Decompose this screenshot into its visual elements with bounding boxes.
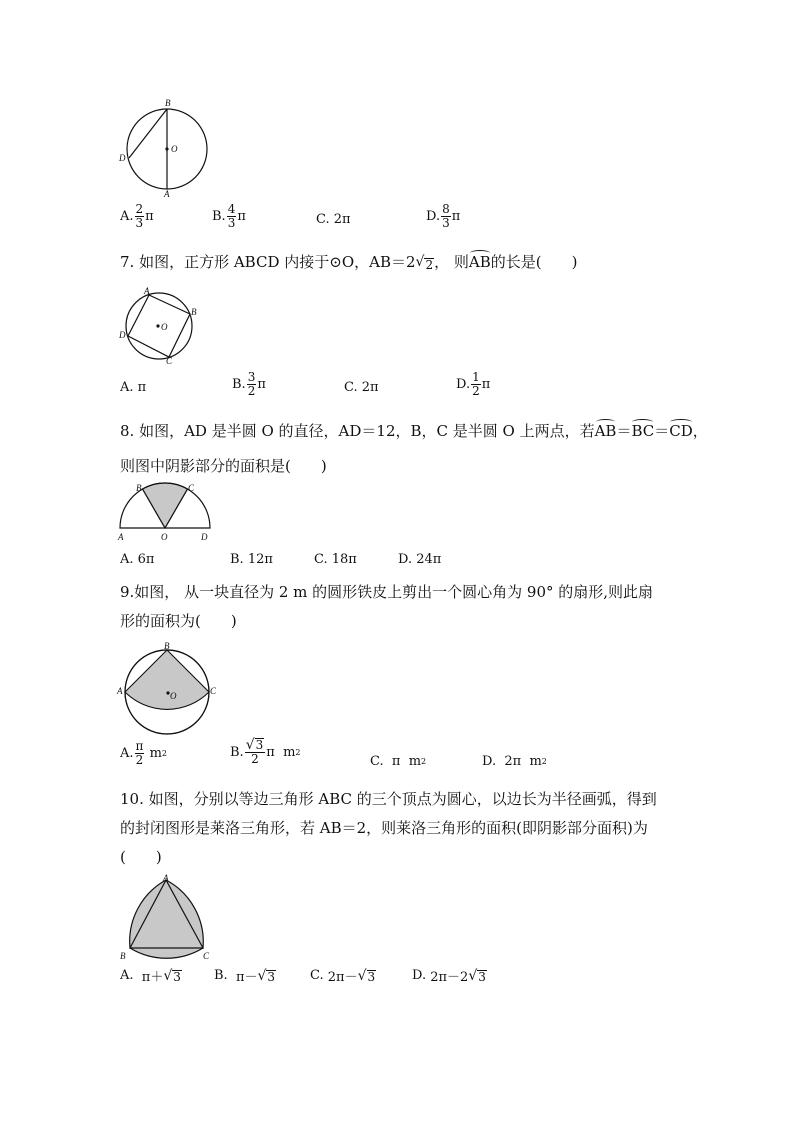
q6-chord-bd [129,109,167,158]
q9-label-o: O [170,691,177,701]
q10-figure [115,870,219,962]
q8-label-d: D [201,532,208,542]
q7-option-b: B. $\frac{3}{2}$ π [232,370,266,398]
q6-label-o: O [171,144,178,154]
q9-option-d: D. 2π m 2 [482,754,547,769]
q8-label-o: O [161,532,168,542]
q10-option-d: D. 2π－2 √ 3 [412,967,486,985]
q6-figure [115,96,215,200]
q8-shaded-sector [143,483,188,528]
q7-label-a: A [144,286,150,296]
q8-option-a: A. 6π [120,552,155,567]
q6-option-b: B. $\frac{4}{3}$ π [212,202,246,230]
q6-option-d: D. $\frac{8}{3}$ π [426,202,461,230]
q10-option-c: C. 2π－ √ 3 [310,967,376,985]
q9-figure [115,640,221,746]
q7-option-a: A. π [120,380,147,395]
q10-stem-line2: 的封闭图形是莱洛三角形，若 AB＝2，则莱洛三角形的面积(即阴影部分面积)为 [120,819,648,837]
q10-stem-line1: 10. 如图，分别以等边三角形 ABC 的三个顶点为圆心，以边长为半径画弧，得到 [120,790,657,808]
q7-option-c: C. 2π [344,380,379,395]
q9-stem-line2: 形的面积为( ) [120,612,237,630]
q10-option-b: B. π－ √ 3 [214,967,276,985]
q8-option-d: D. 24π [398,552,442,567]
q8-label-b: B [136,483,142,493]
q10-reuleaux-triangle [130,880,204,958]
q8-option-c: C. 18π [314,552,357,567]
q9-option-a: A. $\frac{\pi}{2}$ m 2 [120,739,167,767]
q6-option-a: A. $\frac{2}{3}$ π [120,202,154,230]
q8-stem-line1: 8. 如图，AD 是半圆 O 的直径，AD＝12，B，C 是半圆 O 上两点，若 AB ＝ BC ＝ CD ， [120,422,708,440]
q9-shaded-sector [125,650,209,709]
q8-label-a: A [118,532,124,542]
q7-center-dot [156,324,159,327]
q7-label-c: C [166,356,173,366]
q7-option-d: D. $\frac{1}{2}$ π [456,370,491,398]
q9-label-c: C [210,686,217,696]
q8-option-b: B. 12π [230,552,273,567]
q10-option-a: A. π＋ √ 3 [120,967,181,985]
q7-figure [115,284,205,366]
q6-label-b: B [165,98,171,108]
q10-label-c: C [203,951,210,961]
q7-label-o: O [161,322,168,332]
q8-stem-line2: 则图中阴影部分的面积是( ) [120,457,327,475]
q9-option-c: C. π m 2 [370,754,427,769]
q7-label-d: D [119,330,126,340]
q8-figure [115,480,217,544]
q6-center-dot [165,147,168,150]
q7-stem: 7. 如图，正方形 ABCD 内接于⊙O，AB＝2 √ 2 ， 则 AB 的长是( ) [120,253,578,272]
q9-label-a: A [117,686,123,696]
q7-label-b: B [191,307,197,317]
q10-label-b: B [120,951,126,961]
q6-label-a: A [164,189,170,199]
q9-label-b: B [164,641,170,651]
q10-label-a: A [163,873,169,883]
q9-option-b: B. √ 3 2 π m 2 [230,737,301,766]
q6-label-d: D [119,153,126,163]
q9-stem-line1: 9.如图， 从一块直径为 2 m 的圆形铁皮上剪出一个圆心角为 90° 的扇形,则此扇 [120,583,654,601]
q6-option-c: C. 2π [316,212,351,227]
q10-stem-line3: ( ) [120,848,162,866]
q8-label-c: C [188,483,195,493]
